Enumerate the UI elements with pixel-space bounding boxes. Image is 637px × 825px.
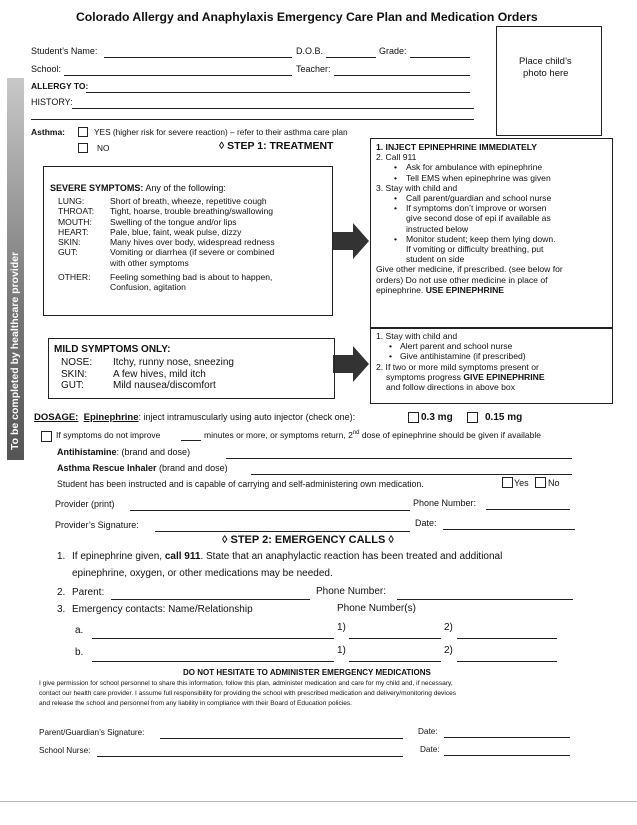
self-carry-text: Student has been instructed and is capable of carrying and self-administering own medication. (57, 479, 424, 489)
side-banner (7, 78, 24, 460)
provider-label: Provider (print) (55, 499, 115, 509)
epi-other-medicine: Give other medicine, if prescribed. (see below for (376, 264, 563, 275)
page-title: Colorado Allergy and Anaphylaxis Emergency Care Plan and Medication Orders (76, 10, 538, 24)
mild-symptoms-box (48, 338, 335, 399)
contact-a-label: a. (75, 625, 84, 636)
self-carry-yes-checkbox[interactable] (502, 477, 513, 488)
contact-b-name-field[interactable] (92, 652, 334, 662)
second-dose-text-b: minutes or more, or symptoms return, 2nd dose of epinephrine should be given if available (204, 430, 541, 440)
permission-text-2: contact our health care provider. I assume full responsibility for providing the school with prescribed medication and delivery/monitoring devices (39, 690, 457, 697)
contact-b-phone1-field[interactable] (349, 652, 441, 662)
school-field[interactable] (64, 66, 292, 76)
epi-bullet: • Call parent/guardian and school nurse (376, 193, 563, 203)
epi-step-1: 1. INJECT EPINEPHRINE IMMEDIATELY (376, 142, 537, 152)
asthma-label: Asthma: (31, 127, 66, 137)
contact-b-phone2-label: 2) (444, 645, 453, 656)
epi-use-epinephrine: epinephrine. USE EPINEPHRINE (376, 284, 505, 295)
nurse-date-label: Date: (420, 745, 440, 754)
severe-row: with other symptoms (110, 257, 189, 268)
bottom-rule (0, 801, 637, 802)
asthma-yes-label: YES (higher risk for severe reaction) – refer to their asthma care plan (94, 127, 348, 137)
asthma-yes-checkbox[interactable] (78, 127, 88, 137)
dob-label: D.O.B. (296, 46, 324, 56)
arrow-right-icon (333, 345, 370, 383)
provider-date-label: Date: (415, 518, 437, 528)
school-nurse-field[interactable] (97, 747, 403, 757)
history-label: HISTORY: (31, 97, 73, 107)
provider-signature-label: Provider’s Signature: (55, 520, 139, 530)
teacher-field[interactable] (334, 66, 470, 76)
parent-label: Parent: (72, 587, 105, 598)
history-field[interactable] (72, 99, 474, 109)
self-carry-no-checkbox[interactable] (535, 477, 546, 488)
contact-a-phone1-label: 1) (337, 622, 346, 633)
epi-other-medicine: orders) Do not use other medicine in place of (376, 274, 548, 285)
parent-field[interactable] (111, 590, 310, 600)
call-step-1-number: 1. (57, 551, 66, 562)
epi-step-2: 2. Call 911 (376, 152, 417, 163)
dosage-line (34, 412, 355, 423)
step2-heading: ◊ STEP 2: EMERGENCY CALLS ◊ (222, 534, 394, 546)
severe-row: GUT: Vomiting or diarrhea (if severe or combined (58, 247, 275, 258)
phone-numbers-label: Phone Number(s) (337, 603, 416, 614)
parent-signature-field[interactable] (160, 729, 403, 739)
severe-symptom-list (58, 196, 275, 293)
contact-b-phone2-field[interactable] (457, 652, 557, 662)
grade-field[interactable] (410, 48, 470, 58)
dose-0.3mg-checkbox[interactable] (408, 412, 419, 423)
photo-box[interactable] (496, 26, 602, 136)
epi-bullet: • Ask for ambulance with epinephrine (376, 162, 563, 172)
provider-date-field[interactable] (443, 520, 575, 530)
school-nurse-label: School Nurse: (39, 746, 91, 755)
dosage-label: DOSAGE: (34, 412, 79, 423)
school-label: School: (31, 64, 62, 74)
dose-0.15mg-checkbox[interactable] (467, 412, 478, 423)
severe-heading-rest: Any of the following: (143, 183, 226, 193)
severe-row: SKIN: Many hives over body, widespread redness (58, 237, 275, 248)
epi-bullet: • Tell EMS when epinephrine was given (376, 173, 563, 183)
dob-field[interactable] (326, 48, 376, 58)
severe-row: HEART: Pale, blue, faint, weak pulse, dizzy (58, 226, 242, 237)
call-step-2-number: 2. (57, 587, 66, 598)
epinephrine-instructions: : inject intramuscularly using auto injector (check one): (138, 412, 356, 422)
provider-field[interactable] (130, 501, 410, 511)
severe-heading (50, 183, 226, 194)
second-dose-checkbox[interactable] (41, 431, 52, 442)
second-dose-text-a: If symptoms do not improve (56, 430, 161, 440)
side-banner-text: To be completed by healthcare provider (9, 251, 21, 450)
call-step-1-text-cont: epinephrine, oxygen, or other medications may be needed. (72, 568, 333, 579)
severe-symptoms-box (43, 166, 333, 316)
contact-a-phone2-field[interactable] (457, 629, 557, 639)
contact-b-phone1-label: 1) (337, 645, 346, 656)
mild-bullet: • Alert parent and school nurse (376, 341, 545, 351)
dose-0.3mg-label: 0.3 mg (421, 412, 453, 423)
mild-symptom-list (61, 357, 234, 392)
history-line-2 (31, 119, 474, 120)
mild-row: SKIN: A few hives, mild itch (61, 368, 206, 380)
mild-bullet: • Give antihistamine (if prescribed) (376, 351, 545, 361)
provider-signature-field[interactable] (155, 522, 410, 532)
epi-bullet: • If symptoms don’t improve or worsen (376, 203, 563, 213)
mild-step-2-cont: and follow directions in above box (386, 382, 515, 393)
emergency-contacts-label: Emergency contacts: Name/Relationship (72, 604, 253, 615)
epi-bullet-cont: instructed below (406, 223, 469, 234)
parent-date-field[interactable] (444, 728, 570, 738)
dose-0.15mg-label: 0.15 mg (485, 412, 523, 423)
call-step-3-number: 3. (57, 604, 66, 615)
photo-label-line2: photo here (523, 68, 569, 79)
self-carry-no-label: No (548, 478, 560, 488)
asthma-no-checkbox[interactable] (78, 143, 88, 153)
contact-a-name-field[interactable] (92, 629, 334, 639)
epi-step-3: 3. Stay with child and (376, 182, 458, 193)
provider-phone-field[interactable] (486, 500, 570, 510)
epi-instruction-list (376, 142, 563, 295)
step1-heading: ◊ STEP 1: TREATMENT (219, 140, 334, 152)
grade-label: Grade: (379, 46, 407, 56)
severe-row: Confusion, agitation (110, 282, 186, 293)
mild-row: GUT: Mild nausea/discomfort (61, 380, 216, 391)
antihistamine-line: Antihistamine: (brand and dose) (57, 447, 191, 457)
call-step-1-text: If epinephrine given, call 911. State that an anaphylactic reaction has been treated and additional (72, 551, 503, 562)
photo-label-line1: Place child’s (519, 56, 572, 67)
mild-instructions-box (370, 328, 613, 404)
provider-phone-label: Phone Number: (413, 498, 477, 508)
mild-instruction-list (376, 331, 545, 392)
contact-a-phone1-field[interactable] (349, 629, 441, 639)
severe-row: LUNG: Short of breath, wheeze, repetitive cough (58, 196, 267, 206)
mild-step-2-cont: symptoms progress GIVE EPINEPHRINE (386, 371, 545, 382)
allergy-to-label: ALLERGY TO: (31, 81, 89, 91)
parent-date-label: Date: (418, 727, 438, 736)
permission-text-1: I give permission for school personnel to share this information, follow this plan, administer medication and care for my child and, if necessary, (39, 680, 453, 687)
epi-bullet-cont: give second dose of epi if available as (406, 213, 551, 224)
mild-heading: MILD SYMPTOMS ONLY: (54, 344, 171, 355)
nurse-date-field[interactable] (444, 746, 570, 756)
asthma-inhaler-field[interactable] (251, 465, 572, 475)
permission-text-3: and release the school and personnel from any liability in compliance with their Board of Education policies. (39, 700, 353, 707)
parent-signature-label: Parent/Guardian’s Signature: (39, 728, 145, 737)
antihistamine-field[interactable] (226, 449, 572, 459)
mild-step-1: 1. Stay with child and (376, 331, 458, 341)
mild-row: NOSE: Itchy, runny nose, sneezing (61, 357, 234, 368)
epinephrine-label: Epinephrine (83, 412, 139, 423)
severe-row: MOUTH: Swelling of the tongue and/or lips (58, 216, 237, 227)
teacher-label: Teacher: (296, 64, 331, 74)
second-dose-minutes-field[interactable] (181, 431, 201, 441)
severe-row: OTHER: Feeling something bad is about to happen, (58, 272, 273, 283)
severe-heading-bold: SEVERE SYMPTOMS: (50, 183, 144, 193)
student-name-field[interactable] (104, 48, 292, 58)
mild-step-2: 2. If two or more mild symptoms present or (376, 361, 539, 372)
allergy-to-field[interactable] (86, 83, 470, 93)
epinephrine-instructions-box (370, 138, 613, 328)
contact-a-phone2-label: 2) (444, 622, 453, 633)
contact-b-label: b. (75, 647, 84, 658)
arrow-right-icon (333, 222, 370, 260)
epi-bullet-cont: If vomiting or difficulty breathing, put (406, 244, 544, 255)
asthma-no-label: NO (97, 143, 110, 153)
do-not-hesitate-heading: DO NOT HESITATE TO ADMINISTER EMERGENCY MEDICATIONS (183, 668, 431, 677)
epi-bullet-cont: student on side (406, 254, 465, 265)
parent-phone-field[interactable] (397, 590, 573, 600)
severe-row: THROAT: Tight, hoarse, trouble breathing/swallowing (58, 206, 274, 217)
parent-phone-label: Phone Number: (316, 586, 387, 597)
epi-bullet: • Monitor student; keep them lying down. (376, 234, 563, 244)
student-name-label: Student’s Name: (31, 46, 98, 56)
self-carry-yes-label: Yes (514, 478, 529, 488)
asthma-inhaler-line: Asthma Rescue Inhaler (brand and dose) (57, 463, 228, 473)
